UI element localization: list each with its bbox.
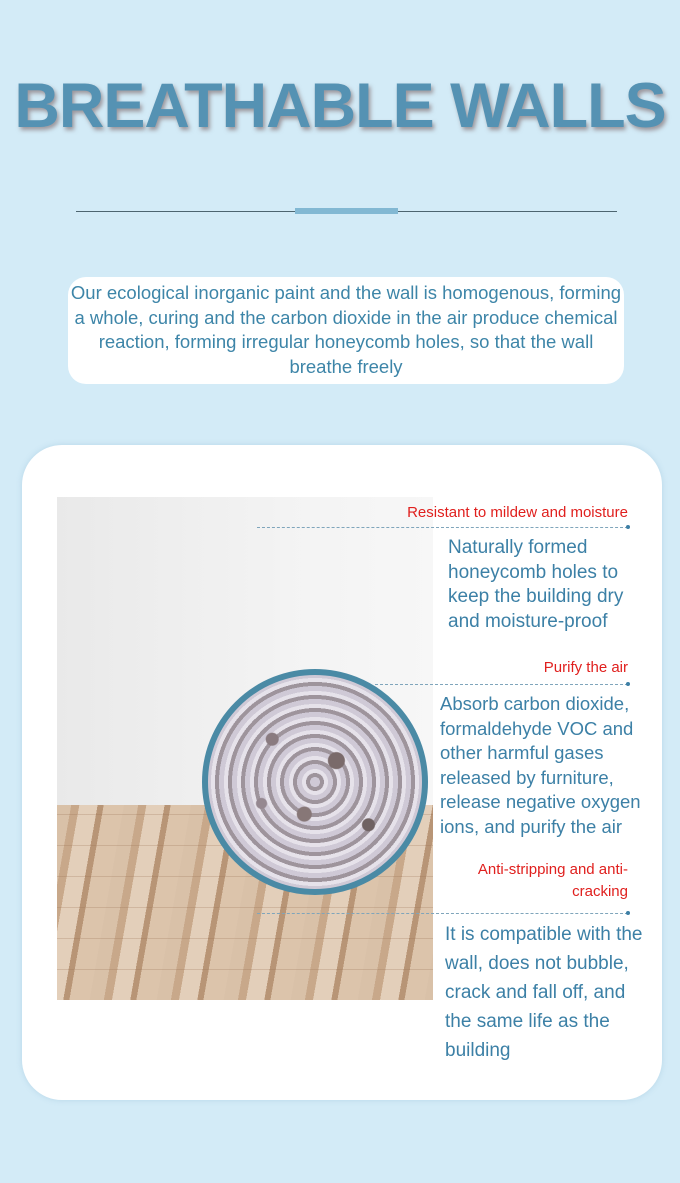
honeycomb-closeup-image	[202, 669, 428, 895]
divider-accent	[295, 208, 398, 214]
divider-left	[76, 211, 295, 212]
intro-text: Our ecological inorganic paint and the wall is homogenous, forming a whole, curing and the carbon dioxide in the air produce chemical reaction, forming irregular honeycomb holes, so that the wall breathe freely	[68, 277, 624, 384]
feature-body: It is compatible with the wall, does not bubble, crack and fall off, and the same life as the building	[445, 924, 643, 1061]
dotted-divider	[375, 684, 628, 685]
dotted-divider	[257, 527, 628, 528]
page-title: BREATHABLE WALLS	[14, 71, 666, 141]
feature-heading: Purify the air	[543, 659, 628, 676]
feature-body: Naturally formed honeycomb holes to keep the building dry and moisture-proof	[448, 537, 624, 632]
feature-body: Absorb carbon dioxide, formaldehyde VOC and other harmful gases released by furniture, release negative oxygen ions, and purify the air	[440, 693, 641, 837]
dotted-divider	[257, 913, 628, 914]
divider-right	[398, 211, 617, 212]
feature-heading: Resistant to mildew and moisture	[407, 504, 628, 521]
feature-heading: Anti-stripping and anti-cracking	[477, 861, 628, 900]
